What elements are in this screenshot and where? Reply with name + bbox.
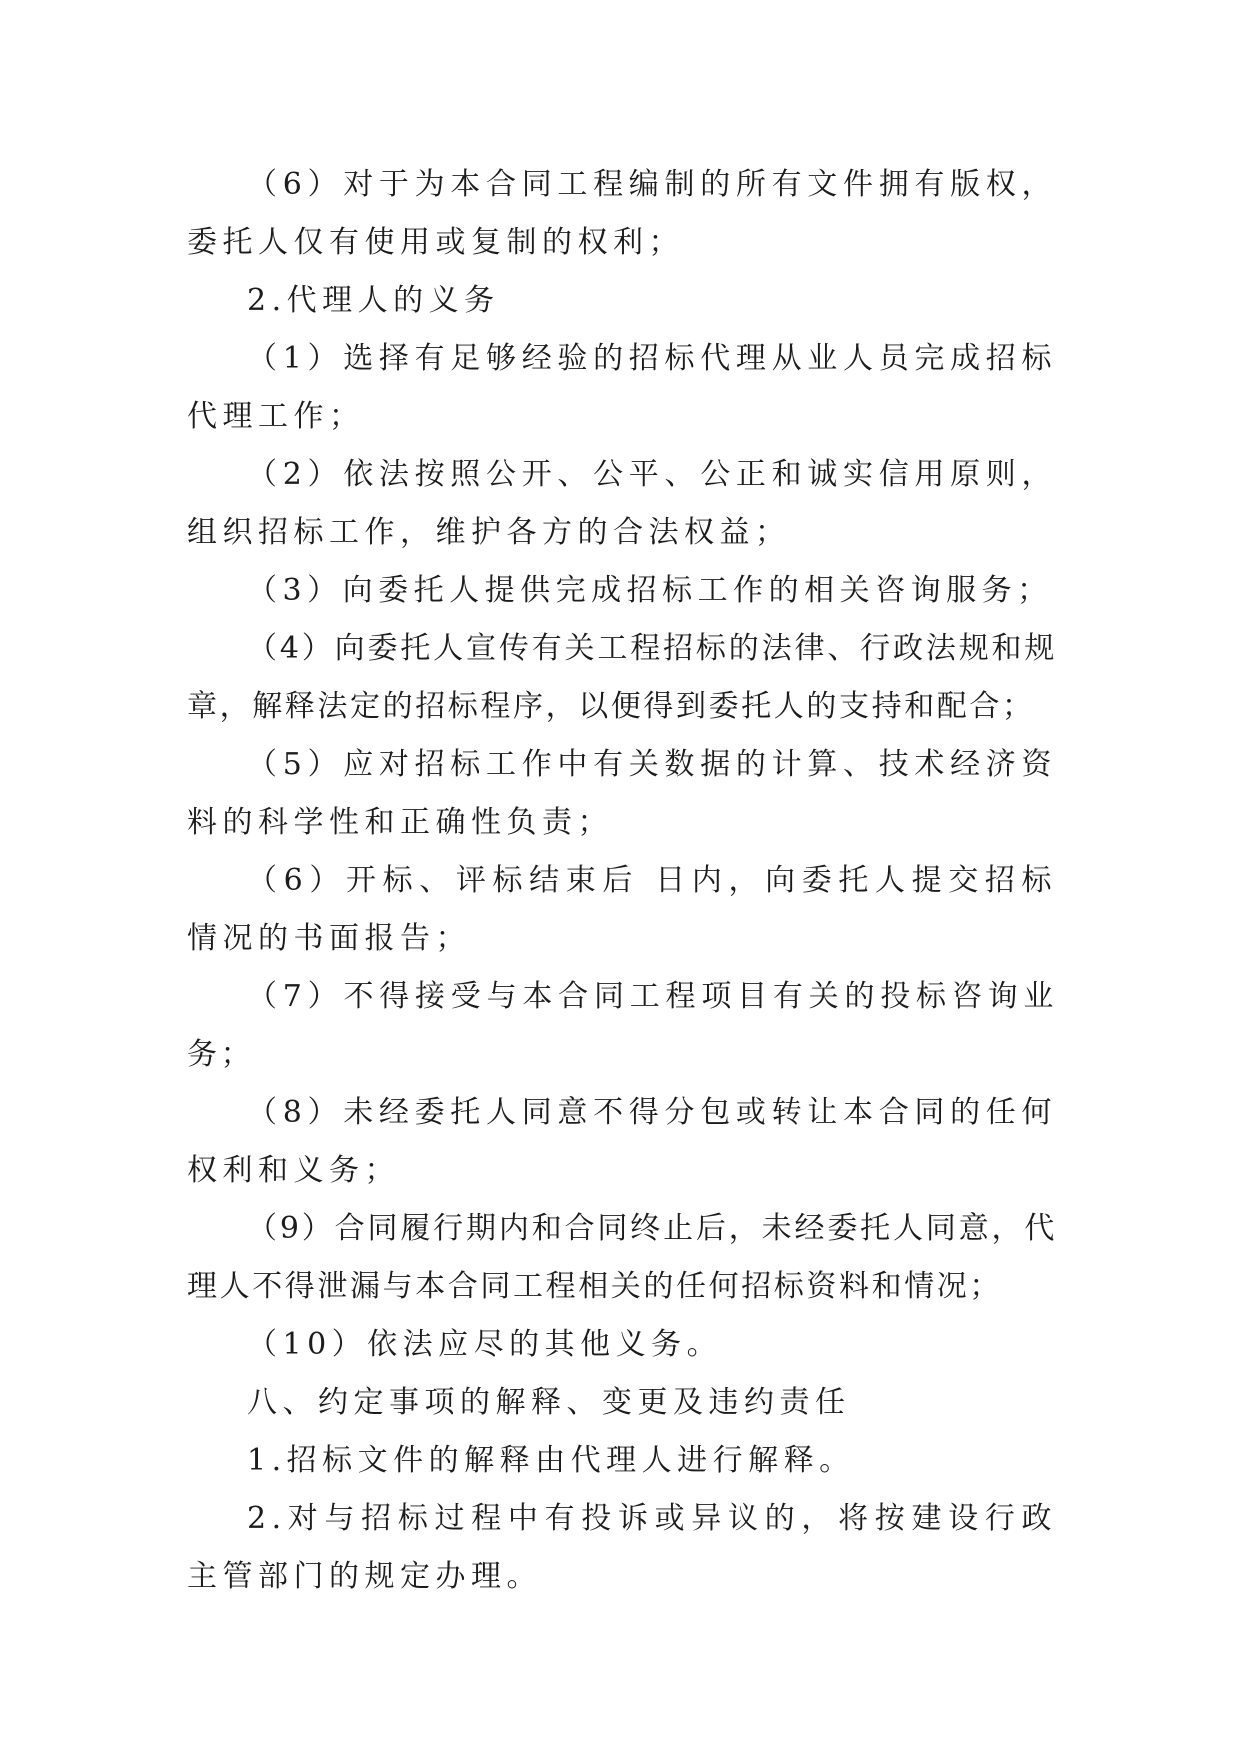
paragraph-obligation-4: （4）向委托人宣传有关工程招标的法律、行政法规和规章，解释法定的招标程序，以便得到委托人的支持和配合；: [187, 631, 1057, 724]
document-body: [187, 156, 1057, 1606]
paragraph-obligation-2: （2）依法按照公开、公平、公正和诚实信用原则，组织招标工作，维护各方的合法权益；: [187, 457, 1057, 550]
paragraph-obligation-7: （7）不得接受与本合同工程项目有关的投标咨询业务；: [187, 979, 1057, 1072]
paragraph-obligation-3: （3）向委托人提供完成招标工作的相关咨询服务；: [247, 573, 1053, 608]
paragraph-obligation-10: （10）依法应尽的其他义务。: [247, 1327, 723, 1362]
paragraph-obligation-1: （1）选择有足够经验的招标代理从业人员完成招标代理工作；: [187, 341, 1057, 434]
heading-agent-obligations: 2.代理人的义务: [247, 283, 500, 318]
paragraph-interpretation-1: 1.招标文件的解释由代理人进行解释。: [247, 1443, 855, 1478]
paragraph-copyright: （6）对于为本合同工程编制的所有文件拥有版权，委托人仅有使用或复制的权利；: [187, 167, 1057, 260]
paragraph-obligation-8: （8）未经委托人同意不得分包或转让本合同的任何权利和义务；: [187, 1095, 1057, 1188]
paragraph-obligation-9: （9）合同履行期内和合同终止后，未经委托人同意，代理人不得泄漏与本合同工程相关的任何招标资料和情况；: [187, 1211, 1057, 1304]
section-heading-eight: 八、约定事项的解释、变更及违约责任: [247, 1385, 851, 1420]
paragraph-interpretation-2: 2.对与招标过程中有投诉或异议的，将按建设行政主管部门的规定办理。: [187, 1501, 1057, 1594]
paragraph-obligation-5: （5）应对招标工作中有关数据的计算、技术经济资料的科学性和正确性负责；: [187, 747, 1057, 840]
paragraph-obligation-6: （6）开标、评标结束后 日内，向委托人提交招标情况的书面报告；: [187, 863, 1057, 956]
